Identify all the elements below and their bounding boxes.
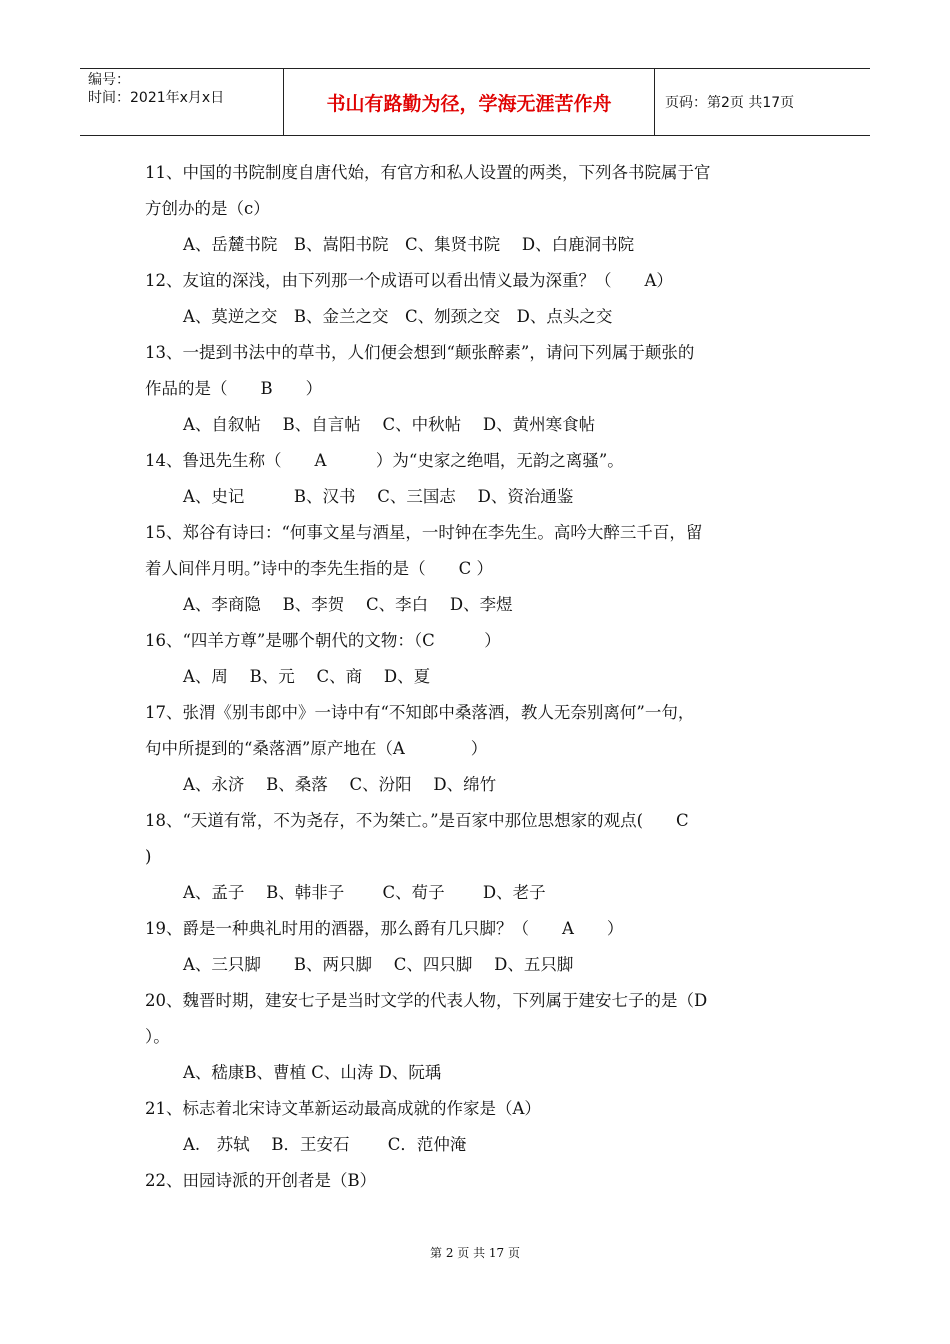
- question-text: 着人间伴月明。”诗中的李先生指的是（ C ）: [145, 559, 494, 578]
- question-text: 句中所提到的“桑落酒”原产地在（A ）: [145, 739, 488, 758]
- answer-options: A、永济 B、桑落 C、汾阳 D、绵竹: [183, 775, 497, 794]
- answer-options: A. 苏轼 B．王安石 C．范仲淹: [183, 1135, 467, 1154]
- question-text: 11、中国的书院制度自唐代始，有官方和私人设置的两类，下列各书院属于官: [145, 163, 711, 182]
- question-text: 15、郑谷有诗曰：“何事文星与酒星，一时钟在李先生。高吟大醉三千百，留: [145, 523, 703, 542]
- answer-options: A、岳麓书院 B、嵩阳书院 C、集贤书院 D、白鹿洞书院: [183, 235, 635, 254]
- question-text: 13、一提到书法中的草书，人们便会想到“颠张醉素”，请问下列属于颠张的: [145, 343, 695, 362]
- question-text: 18、“天道有常，不为尧存，不为桀亡。”是百家中那位思想家的观点( C: [145, 811, 689, 830]
- answer-options: A、李商隐 B、李贺 C、李白 D、李煜: [183, 595, 513, 614]
- answer-options: A、嵇康B、曹植 C、山涛 D、阮瑀: [183, 1063, 442, 1082]
- question-text: 20、魏晋时期，建安七子是当时文学的代表人物，下列属于建安七子的是（D: [145, 991, 708, 1010]
- answer-options: A、史记 B、汉书 C、三国志 D、资治通鉴: [183, 487, 574, 506]
- header-time-label: 时间：2021年x月x日: [88, 90, 225, 106]
- header-meta: [80, 69, 283, 135]
- question-text: 12、友谊的深浅，由下列那一个成语可以看出情义最为深重？（ A）: [145, 271, 673, 290]
- question-text: 19、爵是一种典礼时用的酒器，那么爵有几只脚？（ A ）: [145, 919, 624, 938]
- question-text: 方创办的是（c）: [145, 199, 270, 218]
- question-text: 22、田园诗派的开创者是（B）: [145, 1171, 377, 1190]
- question-text: 21、标志着北宋诗文革新运动最高成就的作家是（A）: [145, 1099, 541, 1118]
- header-number-label: 编号：: [88, 72, 130, 88]
- header-page-info-text: 页码：第2页 共17页: [665, 95, 795, 111]
- question-text: 作品的是（ B ）: [145, 379, 323, 398]
- question-list: [145, 155, 805, 1199]
- answer-options: A、自叙帖 B、自言帖 C、中秋帖 D、黄州寒食帖: [183, 415, 596, 434]
- footer-page-number: 第 2 页 共 17 页: [430, 1246, 520, 1260]
- header-motto: [283, 69, 655, 135]
- question-text: ): [145, 847, 152, 866]
- answer-options: A、莫逆之交 B、金兰之交 C、刎颈之交 D、点头之交: [183, 307, 613, 326]
- answer-options: A、孟子 B、韩非子 C、荀子 D、老子: [183, 883, 546, 902]
- question-text: ）。: [145, 1027, 170, 1046]
- page-header: [80, 68, 870, 136]
- question-text: 16、“四羊方尊”是哪个朝代的文物：（C ）: [145, 631, 501, 650]
- header-motto-text: 书山有路勤为径，学海无涯苦作舟: [326, 92, 612, 115]
- question-text: 14、鲁迅先生称（ A ）为“史家之绝唱，无韵之离骚”。: [145, 451, 624, 470]
- question-text: 17、张渭《别韦郎中》一诗中有“不知郎中桑落酒，教人无奈别离何”一句，: [145, 703, 695, 722]
- header-page-info: [655, 69, 870, 135]
- page-footer: [0, 1244, 950, 1261]
- answer-options: A、周 B、元 C、商 D、夏: [183, 667, 431, 686]
- answer-options: A、三只脚 B、两只脚 C、四只脚 D、五只脚: [183, 955, 574, 974]
